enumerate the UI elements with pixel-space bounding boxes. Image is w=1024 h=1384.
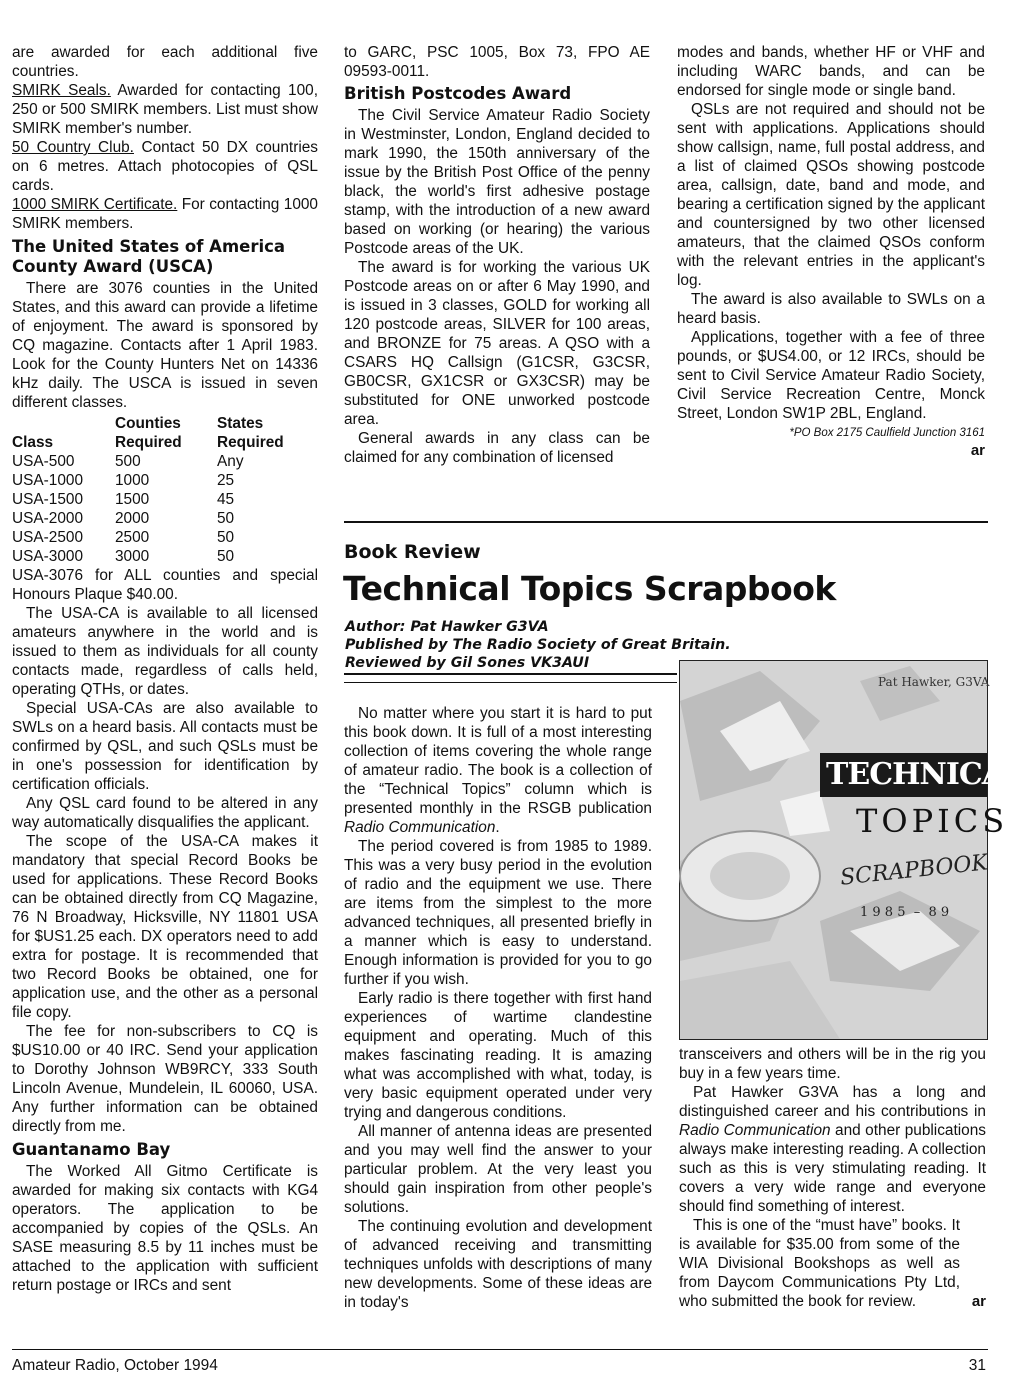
- paragraph: The continuing evolution and development of advanced receiving and transmitting techniques unfolds with descriptions of many new developments. Some of these ideas are in today's: [344, 1218, 652, 1311]
- footer-rule: [12, 1349, 988, 1350]
- table-row: [12, 490, 317, 509]
- cover-author: Pat Hawker, G3VA: [878, 675, 990, 689]
- paragraph: The period covered is from 1985 to 1989. This was a very busy period in the evolution of radio and the equipment we use. There are items from the simplest to the more advanced techniques, all presented briefly in a manner which is easy to understand. Enough information is provided for you to go further if you wish.: [344, 838, 652, 988]
- review-end-mark: ar: [971, 1293, 986, 1310]
- table-cell: USA-2500: [12, 529, 84, 546]
- column-1: [12, 43, 318, 1295]
- page-number: 31: [968, 1357, 986, 1374]
- table-cell: USA-1500: [12, 491, 84, 508]
- paragraph: General awards in any class can be claimed for any combination of licensed: [344, 430, 650, 466]
- credits-underline: [344, 673, 677, 675]
- paragraph: to GARC, PSC 1005, Box 73, FPO AE 09593-0011.: [344, 44, 650, 80]
- book-cover-image: [679, 660, 1024, 1040]
- table-cell: 50: [217, 529, 235, 546]
- section-divider: [344, 521, 988, 523]
- review-column-3: [679, 1045, 986, 1311]
- paragraph: This is one of the “must have” books. It is available for $35.00 from some of the WIA Divisional Bookshops as well as from Daycom Communications Pty Ltd, who submitted the book for review.: [679, 1217, 960, 1310]
- smirk-seals-text: Awarded for contacting 100, 250 or 500 SMIRK members. List must show SMIRK member's number.: [12, 82, 318, 137]
- table-row: [12, 452, 317, 471]
- table-cell: USA-1000: [12, 472, 84, 489]
- guantanamo-heading: Guantanamo Bay: [12, 1140, 171, 1159]
- paragraph: Applications, together with a fee of three pounds, or $US4.00, or 12 IRCs, should be sent to Civil Service Amateur Radio Society, Civil Service Recreation Centre, Monck Street, London SW1P 2BL, England.: [677, 329, 985, 422]
- cover-title-topics: TOPICS: [856, 802, 1009, 840]
- paragraph: The Worked All Gitmo Certificate is awarded for making six contacts with KG4 operators. The application to be accompanied by copies of the QSLs. An SASE measuring 8.5 by 11 inches must be attached to the application with sufficient return postage or IRCs and sent: [12, 1163, 318, 1294]
- cover-art: [680, 661, 990, 1039]
- review-text: .: [495, 819, 500, 836]
- postcode-heading: British Postcodes Award: [344, 84, 572, 103]
- cover-title-technical: TECHNICAL: [826, 757, 1024, 792]
- table-cell: USA-3000: [12, 548, 84, 565]
- table-cell: 1000: [115, 472, 150, 489]
- paragraph: Any QSL card found to be altered in any way automatically disqualifies the applicant.: [12, 795, 318, 831]
- table-cell: 3000: [115, 548, 150, 565]
- cover-years: 1 9 8 5 – 8 9: [860, 905, 950, 920]
- paragraph: are awarded for each additional five countries.: [12, 44, 318, 80]
- paragraph: There are 3076 counties in the United States, and this award can provide a lifetime of enjoyment. The award is sponsored by CQ magazine. Contacts after 1 April 1983. Look for the County Hunters Net on 14336 kHz daily. The USCA is issued in seven different classes.: [12, 280, 318, 411]
- smirk-cert-text: For contacting 1000 SMIRK members.: [12, 196, 318, 232]
- paragraph: [679, 1083, 986, 1216]
- table-header-row: [12, 433, 317, 452]
- table-header-cell: Class: [12, 434, 54, 451]
- review-column-2: [344, 704, 652, 1312]
- country-club-label: 50 Country Club.: [12, 139, 134, 156]
- table-row: [12, 509, 317, 528]
- paragraph: transceivers and others will be in the rig you buy in a few years time.: [679, 1046, 986, 1082]
- paragraph: Special USA-CAs are also available to SWLs on a heard basis. All contacts must be confirmed by QSL, and such QSLs must be in one's possession for identification by certification officials.: [12, 700, 318, 793]
- paragraph: The award is also available to SWLs on a heard basis.: [677, 291, 985, 327]
- paragraph: The Civil Service Amateur Radio Society in Westminster, London, England decided to mark 1990, the 150th anniversary of the issue by the British Post Office of the penny black, the world's first adhesive postage stamp, with the introduction of a new award based on working (or hearing) the various Postcode areas of the UK.: [344, 107, 650, 257]
- table-row: [12, 471, 317, 490]
- table-header-cell: Counties: [115, 415, 181, 432]
- paragraph: Early radio is there together with first hand experiences of wartime clandestine equipment and operating. Much of this makes fascinating reading. It is amazing what was accomplished with what, today, is very basic equipment operated under very trying and dangerous conditions.: [344, 990, 652, 1121]
- table-cell: 2000: [115, 510, 150, 527]
- review-text: No matter where you start it is hard to put this book down. It is full of a most interesting collection of items covering the whole range of amateur radio. The book is a collection of the “Technical Topics” column which is presented monthly in the RSGB publication: [344, 705, 652, 817]
- cover-title-scrapbook: SCRAPBOOK: [839, 850, 990, 891]
- paragraph: The scope of the USA-CA makes it mandatory that special Record Books be used for applications. These Record Books can be obtained directly from CQ Magazine, 76 N Broadway, Hicksville, NY 11801 USA for $US1.25 each. DX operators need to add extra for postage. It is recommended that two Record Books be obtained, one for application use, and the other as a personal file copy.: [12, 833, 318, 1021]
- review-publisher: Published by The Radio Society of Great Britain.: [345, 637, 731, 653]
- table-cell: 2500: [115, 529, 150, 546]
- table-cell: USA-500: [12, 453, 75, 470]
- paragraph: [344, 704, 652, 837]
- table-cell: 500: [115, 453, 141, 470]
- paragraph: All manner of antenna ideas are presented and you may well find the answer to your particular problem. At the very least you should gain inspiration from other people's solutions.: [344, 1123, 652, 1216]
- paragraph: [12, 195, 318, 233]
- table-cell: 50: [217, 548, 235, 565]
- table-cell: USA-2000: [12, 510, 84, 527]
- table-header-cell: Required: [217, 434, 284, 451]
- end-mark: ar: [970, 442, 985, 459]
- smirk-seals-label: SMIRK Seals.: [12, 82, 111, 99]
- review-kicker: Book Review: [344, 541, 481, 563]
- column-2: [344, 43, 650, 467]
- table-header-cell: States: [217, 415, 264, 432]
- table-header-cell: [12, 414, 115, 433]
- review-author: Author: Pat Hawker G3VA: [345, 619, 549, 635]
- credits-underline: [344, 682, 677, 683]
- paragraph: [12, 138, 318, 195]
- review-text: Pat Hawker G3VA has a long and distinguished career and his contributions in: [679, 1084, 986, 1120]
- paragraph: USA-3076 for ALL counties and special Honours Plaque $40.00.: [12, 567, 318, 603]
- paragraph: The USA-CA is available to all licensed amateurs anywhere in the world and is issued to them as individuals for all county contacts made, regardless of calls held, operating QTHs, or dates.: [12, 605, 318, 698]
- smirk-cert-label: 1000 SMIRK Certificate.: [12, 196, 178, 213]
- table-row: [12, 547, 317, 566]
- table-cell: Any: [217, 453, 244, 470]
- table-cell: 1500: [115, 491, 150, 508]
- paragraph: modes and bands, whether HF or VHF and including WARC bands, and can be endorsed for single mode or single band.: [677, 44, 985, 99]
- review-text: and other publications always make interesting reading. A collection such as this is very stimulating reading. It covers a very wide range and everyone should find something of interest.: [679, 1122, 986, 1215]
- usca-class-table: [12, 414, 317, 566]
- author-address: *PO Box 2175 Caulfield Junction 3161: [789, 427, 985, 439]
- table-row: [12, 528, 317, 547]
- paragraph: QSLs are not required and should not be sent with applications. Applications should show callsign, name, full postal address, and a list of claimed QSOs showing postcode area, callsign, date, band and mode, and bearing a certification signed by the applicant and countersigned by two other licensed amateurs, that the claimed QSOs conform with the relevant entries in the applicant's log.: [677, 101, 986, 289]
- paragraph: The fee for non-subscribers to CQ is $US10.00 or 40 IRC. Send your application to Dorothy Johnson WB9RCY, 333 South Lincoln Avenue, Mundelein, IL 60060, USA. Any further information can be obtained directly from me.: [12, 1023, 318, 1135]
- table-cell: 50: [217, 510, 235, 527]
- review-title: Technical Topics Scrapbook: [343, 569, 836, 608]
- table-header-row: [12, 414, 317, 433]
- column-3: [677, 43, 985, 460]
- paragraph: The award is for working the various UK Postcode areas on or after 6 May 1990, and is issued in 3 classes, GOLD for working all 120 postcode areas, SILVER for 100 areas, and BRONZE for 75 areas. A QSO with a CSARS HQ Callsign (G1CSR, G3CSR, GB0CSR, GX1CSR or GX3CSR) may be substituted for ONE unworked postcode area.: [344, 259, 650, 428]
- paragraph: [12, 81, 318, 138]
- country-club-text: Contact 50 DX countries on 6 metres. Attach photocopies of QSL cards.: [12, 139, 318, 194]
- table-cell: 25: [217, 472, 235, 489]
- usca-heading: The United States of America County Award (USCA): [12, 237, 286, 276]
- publication-name: Radio Communication: [679, 1122, 831, 1139]
- table-cell: 45: [217, 491, 235, 508]
- review-reviewer: Reviewed by Gil Sones VK3AUI: [345, 655, 590, 671]
- footer-publication: Amateur Radio, October 1994: [12, 1357, 218, 1374]
- publication-name: Radio Communication: [344, 819, 496, 836]
- table-header-cell: Required: [115, 434, 182, 451]
